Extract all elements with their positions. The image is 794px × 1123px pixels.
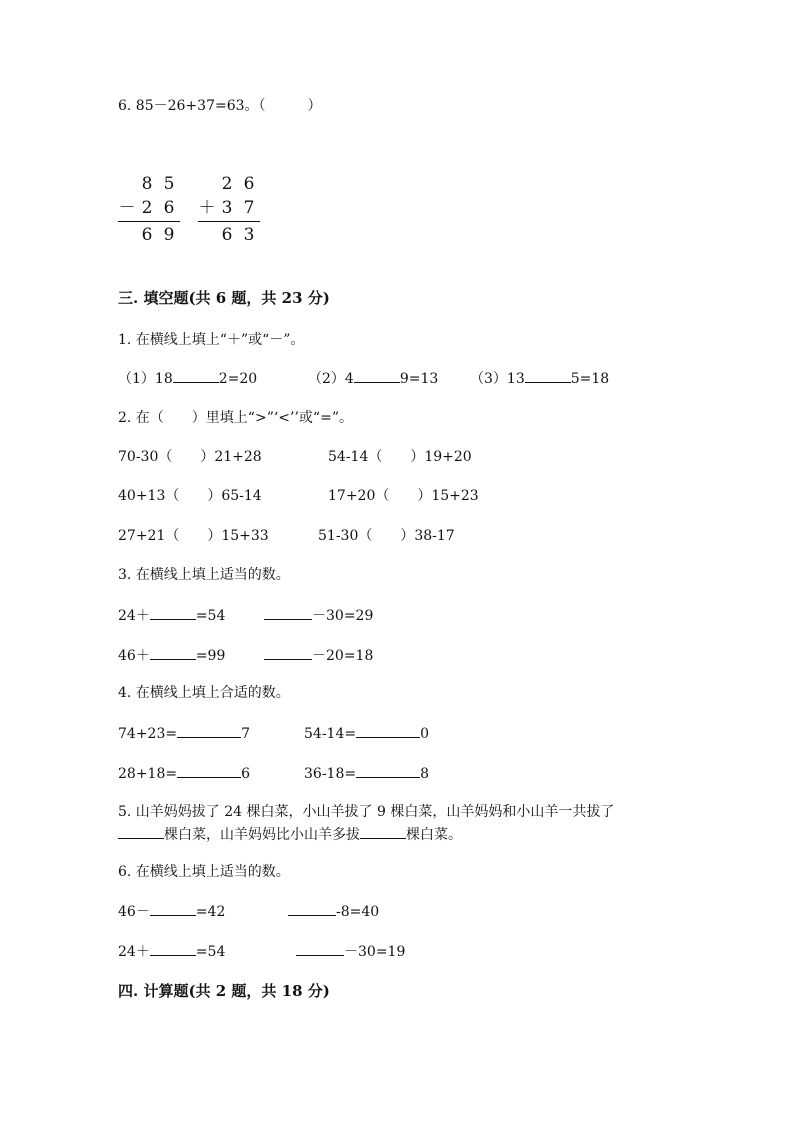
p3-prompt: 3. 在横线上填上适当的数。 [118, 567, 290, 583]
p3-row-1-b: －30=29 [264, 605, 373, 626]
p4-row-1-b: 54-14= 0 [304, 723, 429, 744]
answer-blank[interactable] [150, 901, 196, 916]
p4-row-2-a: 28+18= 6 [118, 763, 250, 784]
p6-prompt: 6. 在横线上填上适当的数。 [118, 864, 290, 880]
p3-row-2-b: －20=18 [264, 645, 373, 666]
p3-row-1-a: 24＋ =54 [118, 605, 225, 626]
p6-row-2-a: 24＋ =54 [118, 941, 225, 962]
answer-blank[interactable] [288, 901, 336, 916]
section4-title: 四. 计算题(共 2 题，共 18 分) [118, 982, 330, 1000]
p2-row-2-a: 40+13（ ）65-14 [118, 488, 262, 504]
answer-blank[interactable] [264, 645, 312, 660]
p4-row-2-b: 36-18= 8 [304, 763, 429, 784]
answer-blank[interactable] [150, 645, 196, 660]
p1-item-2: （2）4 9=13 [308, 368, 438, 389]
p4-prompt: 4. 在横线上填上合适的数。 [118, 685, 290, 701]
p2-row-1-a: 70-30（ ）21+28 [118, 449, 262, 465]
answer-blank[interactable] [296, 941, 344, 956]
p1-item-1: （1）18 2=20 [118, 368, 257, 389]
answer-blank[interactable] [356, 763, 420, 778]
p5-line-1: 5. 山羊妈妈拔了 24 棵白菜，小山羊拔了 9 棵白菜，山羊妈妈和小山羊一共拔了 [118, 804, 615, 820]
vertical-calc-right: 2 6 ＋ 3 7 6 3 [198, 172, 260, 247]
p2-row-2-b: 17+20（ ）15+23 [328, 488, 479, 504]
answer-blank[interactable] [360, 824, 406, 839]
p5-line-2: 棵白菜，山羊妈妈比小山羊多拔 棵白菜。 [118, 824, 462, 845]
p3-row-2-a: 46＋ =99 [118, 645, 225, 666]
p2-row-3-b: 51-30（ ）38-17 [318, 528, 455, 544]
answer-blank[interactable] [150, 605, 196, 620]
answer-blank[interactable] [264, 605, 312, 620]
p2-row-3-a: 27+21（ ）15+33 [118, 528, 269, 544]
q6-true-false: 6. 85－26+37=63。（ ） [118, 98, 322, 114]
p2-row-1-b: 54-14（ ）19+20 [328, 449, 472, 465]
answer-blank[interactable] [525, 368, 571, 383]
vertical-calc-left: 8 5 － 2 6 6 9 [118, 172, 180, 247]
p1-prompt: 1. 在横线上填上“＋”或“－”。 [118, 332, 305, 348]
section3-title: 三. 填空题(共 6 题，共 23 分) [118, 289, 330, 307]
p6-row-1-a: 46－ =42 [118, 901, 225, 922]
answer-blank[interactable] [177, 763, 241, 778]
answer-blank[interactable] [177, 723, 241, 738]
answer-blank[interactable] [354, 368, 400, 383]
p4-row-1-a: 74+23= 7 [118, 723, 250, 744]
answer-blank[interactable] [118, 824, 164, 839]
p1-item-3: （3）13 5=18 [470, 368, 609, 389]
p6-row-2-b: －30=19 [296, 941, 405, 962]
answer-blank[interactable] [150, 941, 196, 956]
answer-blank[interactable] [173, 368, 219, 383]
p6-row-1-b: -8=40 [288, 901, 379, 922]
p2-prompt: 2. 在（ ）里填上“>”‘<’’或“=”。 [118, 410, 353, 426]
answer-blank[interactable] [356, 723, 420, 738]
